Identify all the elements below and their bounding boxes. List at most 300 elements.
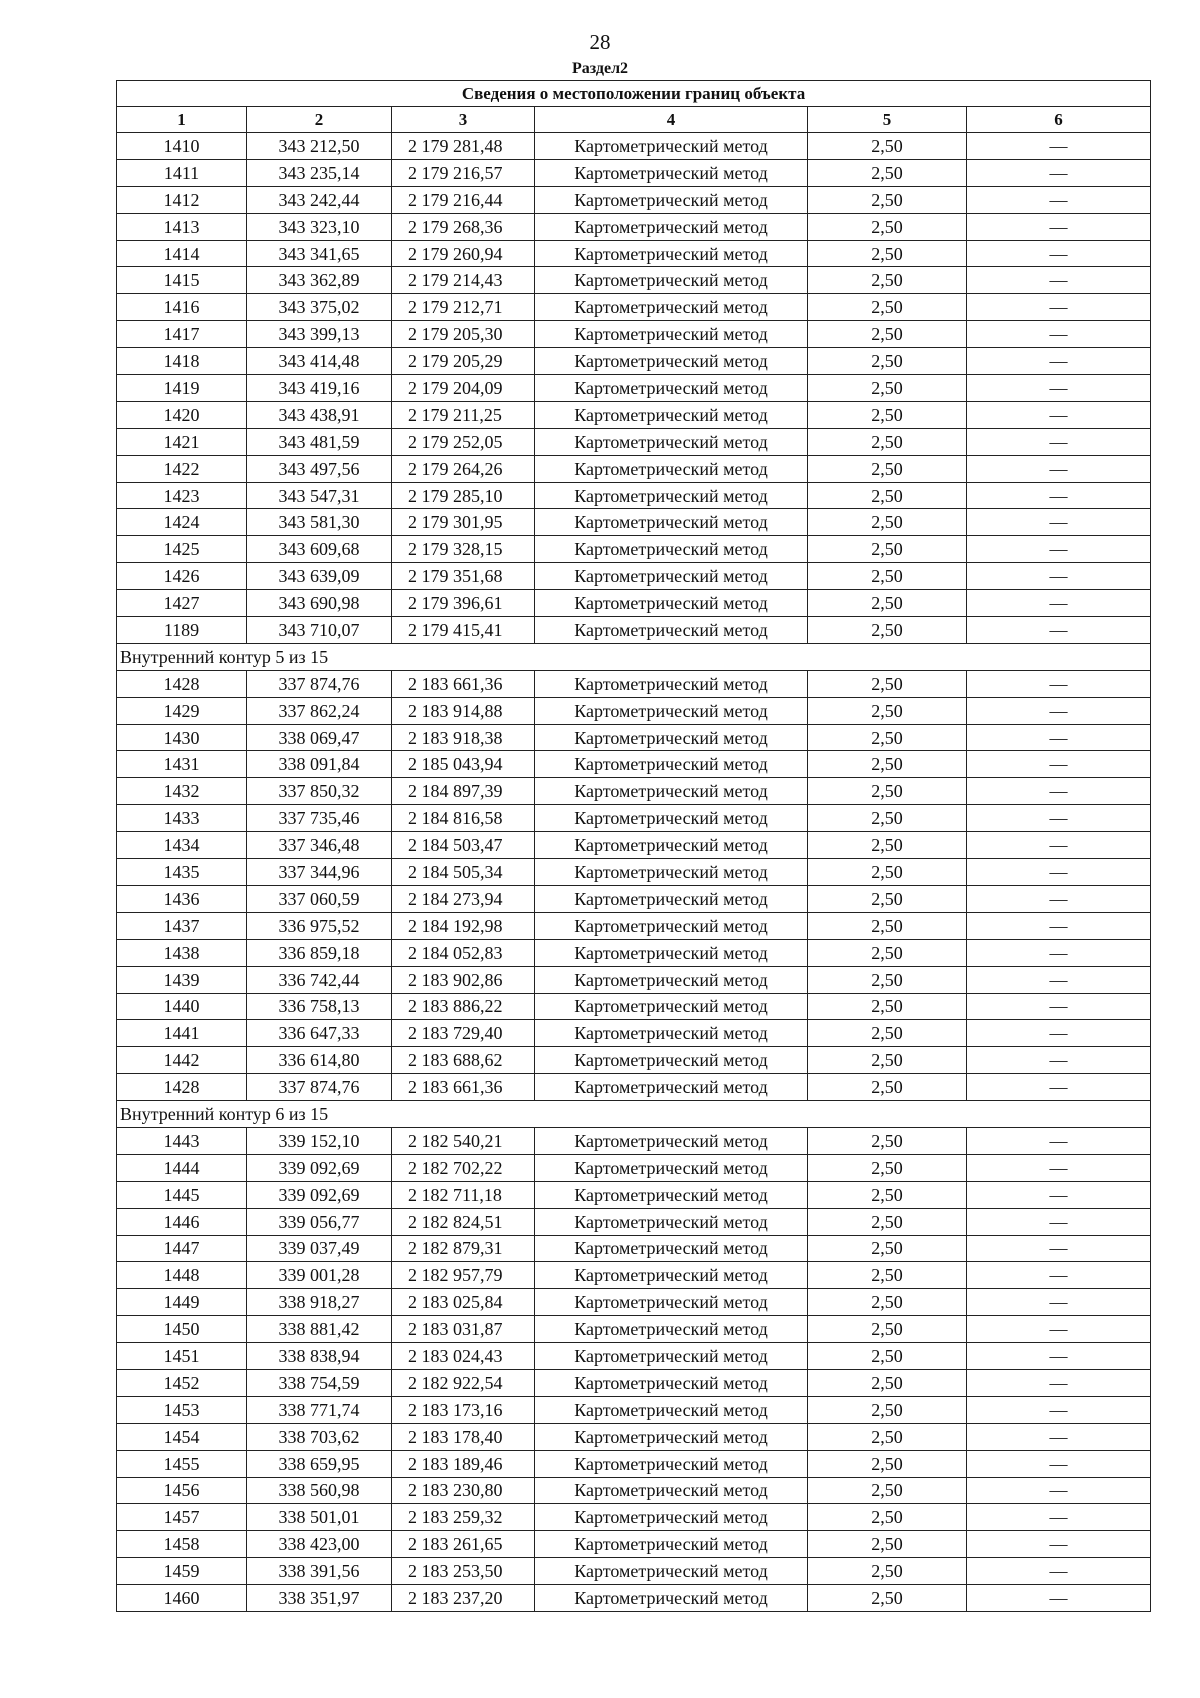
table-row: [117, 1047, 1151, 1074]
method-cell: Картометрический метод: [535, 1343, 808, 1370]
point-number-cell: 1423: [117, 482, 247, 509]
table-row: [117, 805, 1151, 832]
description-cell: —: [967, 563, 1151, 590]
accuracy-cell: 2,50: [808, 1585, 967, 1612]
coord-x-cell: 343 242,44: [247, 186, 392, 213]
coord-x-cell: 343 341,65: [247, 240, 392, 267]
column-number: 4: [535, 107, 808, 133]
table-row: [117, 213, 1151, 240]
table-row: [117, 1127, 1151, 1154]
point-number-cell: 1430: [117, 724, 247, 751]
method-cell: Картометрический метод: [535, 213, 808, 240]
method-cell: Картометрический метод: [535, 294, 808, 321]
table-row: [117, 1396, 1151, 1423]
description-cell: —: [967, 1020, 1151, 1047]
coord-x-cell: 339 056,77: [247, 1208, 392, 1235]
method-cell: Картометрический метод: [535, 1585, 808, 1612]
point-number-cell: 1420: [117, 401, 247, 428]
description-cell: —: [967, 1262, 1151, 1289]
method-cell: Картометрический метод: [535, 1020, 808, 1047]
accuracy-cell: 2,50: [808, 563, 967, 590]
table-row: [117, 1154, 1151, 1181]
method-cell: Картометрический метод: [535, 133, 808, 160]
accuracy-cell: 2,50: [808, 1450, 967, 1477]
accuracy-cell: 2,50: [808, 751, 967, 778]
description-cell: —: [967, 617, 1151, 644]
point-number-cell: 1414: [117, 240, 247, 267]
table-row: [117, 1343, 1151, 1370]
description-cell: —: [967, 590, 1151, 617]
coord-x-cell: 343 639,09: [247, 563, 392, 590]
point-number-cell: 1428: [117, 670, 247, 697]
coord-y-cell: 2 183 688,62: [392, 1047, 535, 1074]
coord-y-cell: 2 183 173,16: [392, 1396, 535, 1423]
table-row: [117, 267, 1151, 294]
coord-y-cell: 2 179 268,36: [392, 213, 535, 240]
contour-row: [117, 1101, 1151, 1128]
method-cell: Картометрический метод: [535, 1154, 808, 1181]
accuracy-cell: 2,50: [808, 213, 967, 240]
table-row: [117, 563, 1151, 590]
coord-y-cell: 2 182 711,18: [392, 1181, 535, 1208]
coord-y-cell: 2 179 285,10: [392, 482, 535, 509]
point-number-cell: 1421: [117, 428, 247, 455]
contour-label: Внутренний контур 6 из 15: [117, 1101, 1151, 1128]
method-cell: Картометрический метод: [535, 1262, 808, 1289]
point-number-cell: 1431: [117, 751, 247, 778]
accuracy-cell: 2,50: [808, 509, 967, 536]
method-cell: Картометрический метод: [535, 1531, 808, 1558]
coord-y-cell: 2 182 824,51: [392, 1208, 535, 1235]
table-row: [117, 428, 1151, 455]
point-number-cell: 1413: [117, 213, 247, 240]
coord-x-cell: 338 703,62: [247, 1423, 392, 1450]
point-number-cell: 1439: [117, 966, 247, 993]
description-cell: —: [967, 186, 1151, 213]
point-number-cell: 1443: [117, 1127, 247, 1154]
accuracy-cell: 2,50: [808, 1531, 967, 1558]
coord-x-cell: 338 069,47: [247, 724, 392, 751]
point-number-cell: 1425: [117, 536, 247, 563]
coord-y-cell: 2 184 897,39: [392, 778, 535, 805]
accuracy-cell: 2,50: [808, 401, 967, 428]
point-number-cell: 1424: [117, 509, 247, 536]
coord-y-cell: 2 183 259,32: [392, 1504, 535, 1531]
description-cell: —: [967, 697, 1151, 724]
description-cell: —: [967, 1127, 1151, 1154]
method-cell: Картометрический метод: [535, 348, 808, 375]
description-cell: —: [967, 133, 1151, 160]
coord-y-cell: 2 184 052,83: [392, 939, 535, 966]
point-number-cell: 1435: [117, 859, 247, 886]
accuracy-cell: 2,50: [808, 186, 967, 213]
description-cell: —: [967, 993, 1151, 1020]
accuracy-cell: 2,50: [808, 133, 967, 160]
coord-x-cell: 338 391,56: [247, 1558, 392, 1585]
table-row: [117, 455, 1151, 482]
coord-x-cell: 338 918,27: [247, 1289, 392, 1316]
point-number-cell: 1434: [117, 832, 247, 859]
coord-y-cell: 2 183 661,36: [392, 1074, 535, 1101]
table-row: [117, 724, 1151, 751]
coord-y-cell: 2 182 702,22: [392, 1154, 535, 1181]
description-cell: —: [967, 267, 1151, 294]
coord-x-cell: 343 710,07: [247, 617, 392, 644]
coord-x-cell: 337 850,32: [247, 778, 392, 805]
method-cell: Картометрический метод: [535, 885, 808, 912]
accuracy-cell: 2,50: [808, 1289, 967, 1316]
coord-y-cell: 2 183 024,43: [392, 1343, 535, 1370]
description-cell: —: [967, 1316, 1151, 1343]
table-row: [117, 294, 1151, 321]
description-cell: —: [967, 966, 1151, 993]
accuracy-cell: 2,50: [808, 1154, 967, 1181]
method-cell: Картометрический метод: [535, 993, 808, 1020]
coord-y-cell: 2 179 212,71: [392, 294, 535, 321]
coord-x-cell: 343 547,31: [247, 482, 392, 509]
method-cell: Картометрический метод: [535, 455, 808, 482]
coord-x-cell: 343 438,91: [247, 401, 392, 428]
description-cell: —: [967, 401, 1151, 428]
point-number-cell: 1459: [117, 1558, 247, 1585]
table-row: [117, 321, 1151, 348]
table-row: [117, 1531, 1151, 1558]
table-row: [117, 1020, 1151, 1047]
table-row: [117, 778, 1151, 805]
description-cell: —: [967, 751, 1151, 778]
coord-x-cell: 339 001,28: [247, 1262, 392, 1289]
coord-y-cell: 2 183 178,40: [392, 1423, 535, 1450]
coord-y-cell: 2 179 205,29: [392, 348, 535, 375]
table-row: [117, 1477, 1151, 1504]
description-cell: —: [967, 1585, 1151, 1612]
description-cell: —: [967, 1289, 1151, 1316]
description-cell: —: [967, 1369, 1151, 1396]
point-number-cell: 1432: [117, 778, 247, 805]
accuracy-cell: 2,50: [808, 159, 967, 186]
column-number: 1: [117, 107, 247, 133]
coord-x-cell: 337 344,96: [247, 859, 392, 886]
accuracy-cell: 2,50: [808, 1127, 967, 1154]
coord-y-cell: 2 179 214,43: [392, 267, 535, 294]
accuracy-cell: 2,50: [808, 1369, 967, 1396]
coord-x-cell: 343 497,56: [247, 455, 392, 482]
method-cell: Картометрический метод: [535, 1558, 808, 1585]
coord-y-cell: 2 182 957,79: [392, 1262, 535, 1289]
description-cell: —: [967, 213, 1151, 240]
description-cell: —: [967, 778, 1151, 805]
method-cell: Картометрический метод: [535, 724, 808, 751]
coord-y-cell: 2 179 351,68: [392, 563, 535, 590]
description-cell: —: [967, 1558, 1151, 1585]
coord-x-cell: 343 690,98: [247, 590, 392, 617]
accuracy-cell: 2,50: [808, 939, 967, 966]
point-number-cell: 1433: [117, 805, 247, 832]
table-row: [117, 1262, 1151, 1289]
accuracy-cell: 2,50: [808, 375, 967, 402]
table-row: [117, 670, 1151, 697]
point-number-cell: 1450: [117, 1316, 247, 1343]
description-cell: —: [967, 1450, 1151, 1477]
table-row: [117, 240, 1151, 267]
method-cell: Картометрический метод: [535, 1316, 808, 1343]
point-number-cell: 1445: [117, 1181, 247, 1208]
table-row: [117, 1585, 1151, 1612]
accuracy-cell: 2,50: [808, 428, 967, 455]
coord-x-cell: 343 581,30: [247, 509, 392, 536]
table-row: [117, 401, 1151, 428]
coord-y-cell: 2 183 230,80: [392, 1477, 535, 1504]
page-number: 28: [589, 30, 611, 54]
method-cell: Картометрический метод: [535, 778, 808, 805]
table-row: [117, 590, 1151, 617]
method-cell: Картометрический метод: [535, 321, 808, 348]
point-number-cell: 1446: [117, 1208, 247, 1235]
coord-x-cell: 343 362,89: [247, 267, 392, 294]
method-cell: Картометрический метод: [535, 697, 808, 724]
accuracy-cell: 2,50: [808, 590, 967, 617]
coord-y-cell: 2 179 301,95: [392, 509, 535, 536]
description-cell: —: [967, 1531, 1151, 1558]
coord-y-cell: 2 184 505,34: [392, 859, 535, 886]
coord-y-cell: 2 183 918,38: [392, 724, 535, 751]
accuracy-cell: 2,50: [808, 536, 967, 563]
accuracy-cell: 2,50: [808, 294, 967, 321]
description-cell: —: [967, 670, 1151, 697]
coord-y-cell: 2 183 886,22: [392, 993, 535, 1020]
coord-y-cell: 2 182 879,31: [392, 1235, 535, 1262]
description-cell: —: [967, 724, 1151, 751]
table-row: [117, 509, 1151, 536]
coord-y-cell: 2 184 273,94: [392, 885, 535, 912]
coord-y-cell: 2 179 328,15: [392, 536, 535, 563]
point-number-cell: 1449: [117, 1289, 247, 1316]
coord-y-cell: 2 179 216,44: [392, 186, 535, 213]
table-row: [117, 1289, 1151, 1316]
accuracy-cell: 2,50: [808, 1558, 967, 1585]
accuracy-cell: 2,50: [808, 482, 967, 509]
accuracy-cell: 2,50: [808, 240, 967, 267]
accuracy-cell: 2,50: [808, 455, 967, 482]
coord-x-cell: 337 735,46: [247, 805, 392, 832]
accuracy-cell: 2,50: [808, 1423, 967, 1450]
table-row: [117, 751, 1151, 778]
description-cell: —: [967, 159, 1151, 186]
coord-x-cell: 337 874,76: [247, 670, 392, 697]
accuracy-cell: 2,50: [808, 1020, 967, 1047]
description-cell: —: [967, 885, 1151, 912]
table-body: [117, 133, 1151, 1612]
accuracy-cell: 2,50: [808, 1235, 967, 1262]
coord-y-cell: 2 183 729,40: [392, 1020, 535, 1047]
table-row: [117, 1208, 1151, 1235]
point-number-cell: 1411: [117, 159, 247, 186]
method-cell: Картометрический метод: [535, 1208, 808, 1235]
description-cell: —: [967, 859, 1151, 886]
method-cell: Картометрический метод: [535, 401, 808, 428]
method-cell: Картометрический метод: [535, 1127, 808, 1154]
table-row: [117, 859, 1151, 886]
coord-x-cell: 336 614,80: [247, 1047, 392, 1074]
table-row: [117, 375, 1151, 402]
accuracy-cell: 2,50: [808, 321, 967, 348]
method-cell: Картометрический метод: [535, 1504, 808, 1531]
method-cell: Картометрический метод: [535, 240, 808, 267]
coord-y-cell: 2 183 237,20: [392, 1585, 535, 1612]
point-number-cell: 1458: [117, 1531, 247, 1558]
method-cell: Картометрический метод: [535, 1181, 808, 1208]
point-number-cell: 1428: [117, 1074, 247, 1101]
coord-x-cell: 337 862,24: [247, 697, 392, 724]
table-row: [117, 1558, 1151, 1585]
coord-y-cell: 2 179 216,57: [392, 159, 535, 186]
coord-x-cell: 338 838,94: [247, 1343, 392, 1370]
table-row: [117, 966, 1151, 993]
column-number-row: [117, 107, 1151, 133]
point-number-cell: 1453: [117, 1396, 247, 1423]
point-number-cell: 1444: [117, 1154, 247, 1181]
description-cell: —: [967, 1235, 1151, 1262]
method-cell: Картометрический метод: [535, 428, 808, 455]
description-cell: —: [967, 832, 1151, 859]
point-number-cell: 1419: [117, 375, 247, 402]
column-number: 2: [247, 107, 392, 133]
point-number-cell: 1457: [117, 1504, 247, 1531]
section-title: Раздел2: [571, 60, 629, 77]
coord-y-cell: 2 184 503,47: [392, 832, 535, 859]
table-row: [117, 1504, 1151, 1531]
coord-y-cell: 2 179 211,25: [392, 401, 535, 428]
table-row: [117, 939, 1151, 966]
coord-y-cell: 2 183 189,46: [392, 1450, 535, 1477]
point-number-cell: 1429: [117, 697, 247, 724]
table-row: [117, 1450, 1151, 1477]
coord-y-cell: 2 182 922,54: [392, 1369, 535, 1396]
coord-x-cell: 338 423,00: [247, 1531, 392, 1558]
coord-x-cell: 337 060,59: [247, 885, 392, 912]
point-number-cell: 1412: [117, 186, 247, 213]
method-cell: Картометрический метод: [535, 186, 808, 213]
method-cell: Картометрический метод: [535, 805, 808, 832]
column-number: 3: [392, 107, 535, 133]
point-number-cell: 1452: [117, 1369, 247, 1396]
description-cell: —: [967, 1074, 1151, 1101]
method-cell: Картометрический метод: [535, 751, 808, 778]
description-cell: —: [967, 375, 1151, 402]
point-number-cell: 1189: [117, 617, 247, 644]
coord-x-cell: 339 092,69: [247, 1154, 392, 1181]
accuracy-cell: 2,50: [808, 1396, 967, 1423]
method-cell: Картометрический метод: [535, 1423, 808, 1450]
table-row: [117, 1423, 1151, 1450]
accuracy-cell: 2,50: [808, 1047, 967, 1074]
coord-y-cell: 2 183 661,36: [392, 670, 535, 697]
table-row: [117, 482, 1151, 509]
method-cell: Картометрический метод: [535, 482, 808, 509]
contour-label: Внутренний контур 5 из 15: [117, 643, 1151, 670]
column-number: 5: [808, 107, 967, 133]
accuracy-cell: 2,50: [808, 1343, 967, 1370]
table-row: [117, 159, 1151, 186]
coord-y-cell: 2 179 252,05: [392, 428, 535, 455]
description-cell: —: [967, 1396, 1151, 1423]
description-cell: —: [967, 240, 1151, 267]
accuracy-cell: 2,50: [808, 1262, 967, 1289]
description-cell: —: [967, 805, 1151, 832]
description-cell: —: [967, 321, 1151, 348]
table-row: [117, 697, 1151, 724]
coord-x-cell: 339 092,69: [247, 1181, 392, 1208]
method-cell: Картометрический метод: [535, 267, 808, 294]
table-row: [117, 993, 1151, 1020]
point-number-cell: 1417: [117, 321, 247, 348]
accuracy-cell: 2,50: [808, 832, 967, 859]
point-number-cell: 1418: [117, 348, 247, 375]
accuracy-cell: 2,50: [808, 1181, 967, 1208]
point-number-cell: 1427: [117, 590, 247, 617]
description-cell: —: [967, 536, 1151, 563]
description-cell: —: [967, 455, 1151, 482]
table-row: [117, 1181, 1151, 1208]
coord-x-cell: 338 659,95: [247, 1450, 392, 1477]
coord-x-cell: 343 481,59: [247, 428, 392, 455]
method-cell: Картометрический метод: [535, 912, 808, 939]
method-cell: Картометрический метод: [535, 159, 808, 186]
point-number-cell: 1422: [117, 455, 247, 482]
coord-x-cell: 339 152,10: [247, 1127, 392, 1154]
coord-x-cell: 336 742,44: [247, 966, 392, 993]
accuracy-cell: 2,50: [808, 348, 967, 375]
description-cell: —: [967, 428, 1151, 455]
coord-y-cell: 2 179 264,26: [392, 455, 535, 482]
description-cell: —: [967, 1504, 1151, 1531]
contour-row: [117, 643, 1151, 670]
method-cell: Картометрический метод: [535, 832, 808, 859]
table-row: [117, 1316, 1151, 1343]
coord-y-cell: 2 179 415,41: [392, 617, 535, 644]
accuracy-cell: 2,50: [808, 267, 967, 294]
accuracy-cell: 2,50: [808, 724, 967, 751]
description-cell: —: [967, 509, 1151, 536]
description-cell: —: [967, 1208, 1151, 1235]
point-number-cell: 1447: [117, 1235, 247, 1262]
coord-x-cell: 338 881,42: [247, 1316, 392, 1343]
coord-x-cell: 343 212,50: [247, 133, 392, 160]
method-cell: Картометрический метод: [535, 966, 808, 993]
point-number-cell: 1438: [117, 939, 247, 966]
coord-x-cell: 336 758,13: [247, 993, 392, 1020]
method-cell: Картометрический метод: [535, 1477, 808, 1504]
coord-y-cell: 2 184 816,58: [392, 805, 535, 832]
accuracy-cell: 2,50: [808, 1477, 967, 1504]
coord-x-cell: 338 091,84: [247, 751, 392, 778]
method-cell: Картометрический метод: [535, 859, 808, 886]
accuracy-cell: 2,50: [808, 885, 967, 912]
table-row: [117, 1074, 1151, 1101]
coord-x-cell: 336 859,18: [247, 939, 392, 966]
method-cell: Картометрический метод: [535, 509, 808, 536]
coord-y-cell: 2 179 260,94: [392, 240, 535, 267]
point-number-cell: 1454: [117, 1423, 247, 1450]
accuracy-cell: 2,50: [808, 697, 967, 724]
coord-y-cell: 2 183 902,86: [392, 966, 535, 993]
accuracy-cell: 2,50: [808, 859, 967, 886]
coord-x-cell: 343 399,13: [247, 321, 392, 348]
description-cell: —: [967, 939, 1151, 966]
coord-x-cell: 336 647,33: [247, 1020, 392, 1047]
coord-y-cell: 2 179 205,30: [392, 321, 535, 348]
description-cell: —: [967, 1423, 1151, 1450]
